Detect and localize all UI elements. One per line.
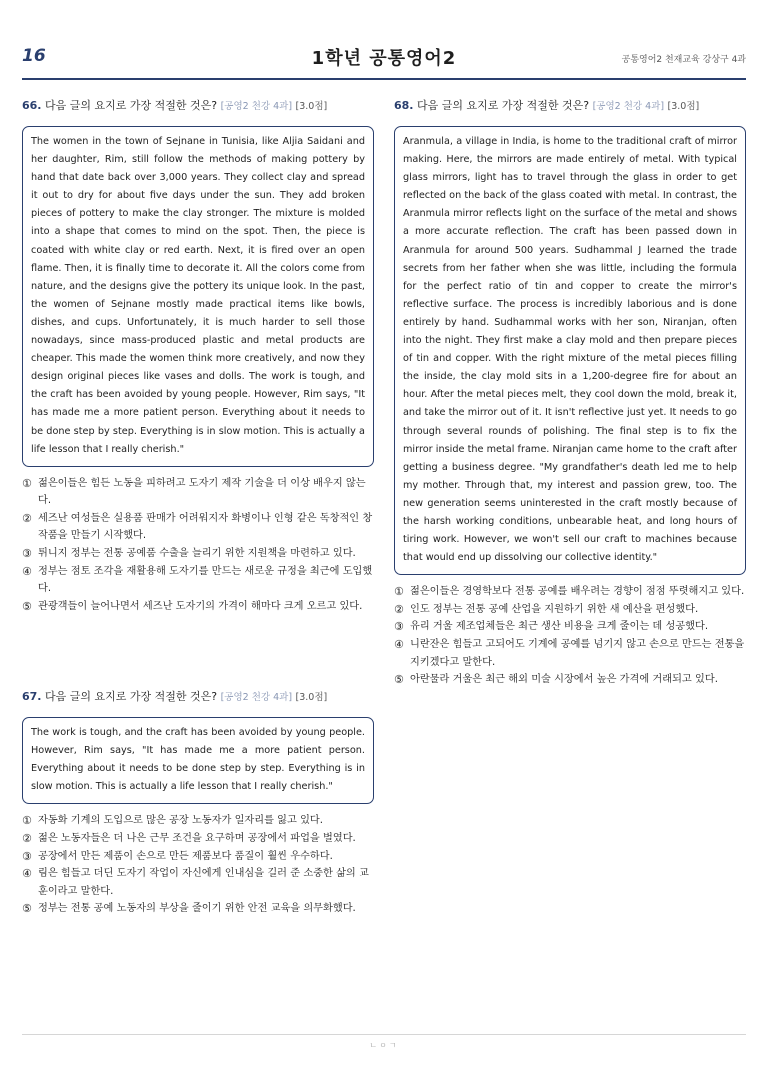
passage-box: The work is tough, and the craft has been avoided by young people. However, Rim says, "It has made me a more patient person. Everything about it needs to be done step by step. Everything is in slow motion. This is actually a life lesson that I really cherish." <box>22 717 374 804</box>
choice-item[interactable] <box>394 601 746 619</box>
passage-box: The women in the town of Sejnane in Tunisia, like Aljia Saidani and her daughter, Rim, still follow the methods of making pottery by hand that date back over 3,000 years. They collect clay and spread it out to dry for about five days under the sun. They add broken pieces of pottery to make the clay stronger. The mixture is molded into a shape that comes to mind on the spot. Then, the piece is coated with white clay or red earth. Next, it is fired over an open flame. Then, it is finally time to decorate it. All the colors come from nature, and the designs give the pottery its unique look. In the past, the women of Sejnane mostly made practical items like bowls, dishes, and cups. Unfortunately, it is much harder to sell those nowadays, since mass-produced plastic and metal products are cheaper. This made the women think more creatively, and now they design original pieces like vases and dolls. The work is tough, and the craft has been avoided by young people. However, Rim says, "It has made me a more patient person. Everything about it needs to be done step by step. Everything is in slow motion. This is actually a life lesson that I really cherish." <box>22 126 374 467</box>
question-score: [3.0점] <box>295 101 328 112</box>
choice-text: 인도 정부는 전통 공예 산업을 지원하기 위한 새 예산을 편성했다. <box>410 603 699 615</box>
passage-box: Aranmula, a village in India, is home to the traditional craft of mirror making. Here, the mirrors are made entirely of metal. With typical glass mirrors, light has to travel through the glass in order to get reflected on the back of the glass coated with metal. In contrast, the Aranmula mirror reflects light on the surface of the metal and shows a more accurate reflection. The craft has been passed down in Aranmula for around 500 years. Sudhammal J learned the trade secrets from her father when she was little, including the formula for the perfect ratio of tin and copper to create the mirror's reflective surface. The process is incredibly laborious and is done entirely by hand. Sudhammal works with her son, Niranjan, often into the night. They first make a clay mold and then prepare pieces of tin and copper. With the right mixture of the metal pieces filling the inside, the clay mold sits in a 1,200-degree fire for about an hour. After the metal pieces melt, they cool down the mold, break it, and take the mirror out of it. It isn't reflective just yet. It needs to go through several rounds of polishing. The final step is to fix the mirror inside the metal frame. Niranjan came home to the craft after getting a business degree. "My grandfather's death led me to help my mother. Through that, my interest and passion grew, too. The new generation seems uninterested in the craft mostly because of the harsh working conditions, unbearable heat, and long hours of tiring work. However, we won't sell our craft to machines because that would end up dissolving our collective identity." <box>394 126 746 575</box>
choice-text: 세즈난 여성들은 실용품 판매가 어려워지자 화병이나 인형 같은 독창적인 창작품을 만들기 시작했다. <box>38 512 373 542</box>
footer-text: ㄴㅇㄱ <box>369 1041 399 1050</box>
page-header <box>22 44 746 70</box>
document-title: 1학년 공통영어2 <box>311 48 457 69</box>
choice-marker: ⑤ <box>394 673 404 687</box>
choice-item[interactable] <box>22 830 374 848</box>
choice-text: 튀니지 정부는 전통 공예품 수출을 늘리기 위한 지원책을 마련하고 있다. <box>38 548 356 560</box>
choice-marker: ④ <box>394 638 404 652</box>
choice-item[interactable] <box>22 510 374 545</box>
question-number: 67. <box>22 690 42 703</box>
choice-marker: ③ <box>394 620 404 634</box>
choice-item[interactable] <box>22 900 374 918</box>
question-number: 66. <box>22 99 42 112</box>
choice-item[interactable] <box>22 598 374 616</box>
choice-item[interactable] <box>22 865 374 900</box>
choice-marker: ③ <box>22 547 32 561</box>
question-prompt: 다음 글의 요지로 가장 적절한 것은? <box>417 99 590 112</box>
choice-marker: ① <box>22 476 32 490</box>
choice-marker: ② <box>22 511 32 525</box>
document-subtitle: 공통영어2 천재교육 강상구 4과 <box>621 55 746 65</box>
question-prompt: 다음 글의 요지로 가장 적절한 것은? <box>45 99 218 112</box>
choice-marker: ② <box>394 602 404 616</box>
question-prompt: 다음 글의 요지로 가장 적절한 것은? <box>45 690 218 703</box>
choice-item[interactable] <box>22 545 374 563</box>
choice-marker: ⑤ <box>22 599 32 613</box>
choice-marker: ② <box>22 831 32 845</box>
page-number: 16 <box>22 46 46 66</box>
choice-list <box>22 475 374 616</box>
question-header <box>394 98 746 115</box>
choice-text: 젊은이들은 경영학보다 전통 공예를 배우려는 경향이 점점 뚜렷해지고 있다. <box>410 586 745 598</box>
choice-text: 자동화 기계의 도입으로 많은 공장 노동자가 일자리를 잃고 있다. <box>38 815 324 827</box>
question-score: [3.0점] <box>295 692 328 703</box>
choice-marker: ④ <box>22 867 32 881</box>
choice-text: 니란잔은 힘들고 고되어도 기계에 공예를 넘기지 않고 손으로 만드는 전통을 지키겠다고 말한다. <box>410 639 745 668</box>
choice-marker: ③ <box>22 849 32 863</box>
choice-text: 공장에서 만든 제품이 손으로 만든 제품보다 품질이 훨씬 우수하다. <box>38 850 333 862</box>
choice-item[interactable] <box>22 475 374 510</box>
choice-marker: ① <box>394 585 404 599</box>
choice-item[interactable] <box>394 671 746 689</box>
choice-item[interactable] <box>394 618 746 636</box>
choice-text: 아란물라 거울은 최근 해외 미술 시장에서 높은 가격에 거래되고 있다. <box>410 674 718 686</box>
choice-marker: ⑤ <box>22 902 32 916</box>
header-divider <box>22 78 746 80</box>
choice-item[interactable] <box>394 636 746 671</box>
choice-item[interactable] <box>22 563 374 598</box>
question-header <box>22 98 374 115</box>
choice-marker: ① <box>22 814 32 828</box>
choice-list <box>22 812 374 918</box>
choice-list <box>394 583 746 689</box>
question-66 <box>22 98 374 615</box>
question-number: 68. <box>394 99 414 112</box>
choice-text: 정부는 전통 공예 노동자의 부상을 줄이기 위한 안전 교육을 의무화했다. <box>38 903 356 915</box>
choice-text: 림은 힘들고 더딘 도자기 작업이 자신에게 인내심을 길러 준 소중한 삶의 교훈이라고 말한다. <box>38 868 369 897</box>
footer-divider <box>22 1034 746 1035</box>
question-header <box>22 689 374 706</box>
question-tag: [공영2 천강 4과] <box>220 692 293 703</box>
choice-text: 관광객들이 늘어나면서 세즈난 도자기의 가격이 해마다 크게 오르고 있다. <box>38 600 363 612</box>
question-68 <box>394 98 746 689</box>
choice-text: 젊은 노동자들은 더 나은 근무 조건을 요구하며 공장에서 파업을 벌였다. <box>38 832 356 844</box>
choice-marker: ④ <box>22 564 32 578</box>
choice-text: 정부는 점토 조각을 재활용해 도자기를 만드는 새로운 규정을 최근에 도입했다. <box>38 565 373 595</box>
question-tag: [공영2 천강 4과] <box>220 101 293 112</box>
question-67 <box>22 689 374 918</box>
question-score: [3.0점] <box>667 101 700 112</box>
choice-text: 유리 거울 제조업체들은 최근 생산 비용을 크게 줄이는 데 성공했다. <box>410 621 709 633</box>
choice-text: 젊은이들은 힘든 노동을 피하려고 도자기 제작 기술을 더 이상 배우지 않는다. <box>38 477 366 507</box>
choice-item[interactable] <box>394 583 746 601</box>
choice-item[interactable] <box>22 848 374 866</box>
question-tag: [공영2 천강 4과] <box>592 101 665 112</box>
choice-item[interactable] <box>22 812 374 830</box>
